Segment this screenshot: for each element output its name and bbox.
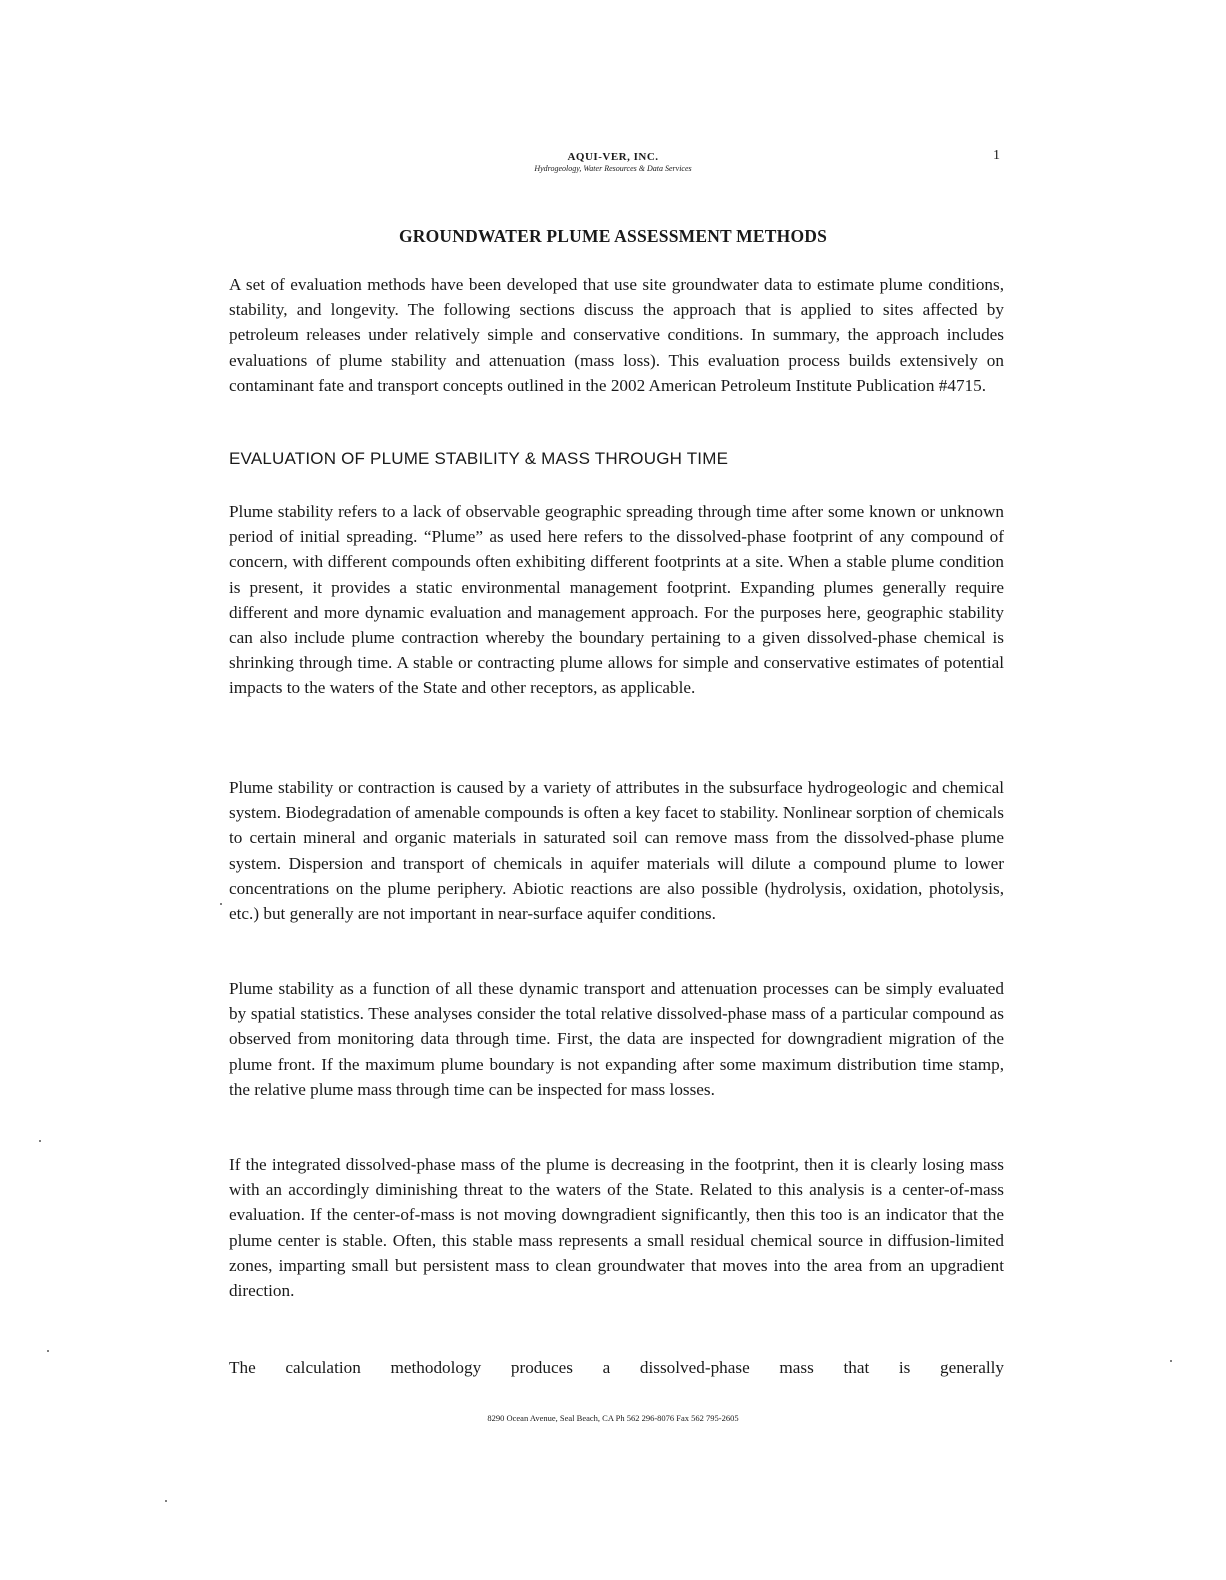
footer-address: 8290 Ocean Avenue, Seal Beach, CA Ph 562 296-8076 Fax 562 795-2605 [487,1413,739,1423]
paragraph-calculation: The calculation methodology produces a dissolved-phase mass that is generally [229,1358,1004,1377]
page-number: 1 [993,148,1000,163]
document-title: GROUNDWATER PLUME ASSESSMENT METHODS [398,226,828,246]
company-name: AQUI-VER, INC. [567,151,659,163]
paragraph-plume-stability: Plume stability refers to a lack of observable geographic spreading through time after some known or unknown period of initial spreading. “Plume” as used here refers to the dissolved-phase footprint of any compound of concern, with different compounds often exhibiting different footprints at a site. When a stable plume condition is present, it provides a static environmental management footprint. Expanding plumes generally require different and more dynamic evaluation and management approach. For the purposes here, geographic stability can also include plume contraction whereby the boundary pertaining to a given dissolved-phase chemical is shrinking through time. A stable or contracting plume allows for simple and conservative estimates of potential impacts to the waters of the State and other receptors, as applicable. [229,502,1004,698]
scan-speck [220,903,222,905]
section-heading: EVALUATION OF PLUME STABILITY & MASS THROUGH TIME [229,449,729,468]
paragraph-stability-causes: Plume stability or contraction is caused by a variety of attributes in the subsurface hydrogeologic and chemical system. Biodegradation of amenable compounds is often a key facet to stability. Nonlinear sorption of chemicals to certain mineral and organic materials in saturated soil can remove mass from the dissolved-phase plume system. Dispersion and transport of chemicals in aquifer materials will dilute a compound plume to lower concentrations on the plume periphery. Abiotic reactions are also possible (hydrolysis, oxidation, photolysis, etc.) but generally are not important in near-surface aquifer conditions. [229,778,1004,924]
scan-speck [165,1500,167,1502]
intro-paragraph: A set of evaluation methods have been developed that use site groundwater data to estimate plume conditions, stability, and longevity. The following sections discuss the approach that is applied to sites affected by petroleum releases under relatively simple and conservative conditions. In summary, the approach includes evaluations of plume stability and attenuation (mass loss). This evaluation process builds extensively on contaminant fate and transport concepts outlined in the 2002 American Petroleum Institute Publication #4715. [229,275,1004,395]
scan-speck [1170,1360,1172,1362]
scan-speck [47,1350,49,1352]
scan-speck [39,1140,41,1142]
letterhead [0,151,1226,173]
paragraph-spatial-statistics: Plume stability as a function of all these dynamic transport and attenuation processes can be simply evaluated by spatial statistics. These analyses consider the total relative dissolved-phase mass of a particular compound as observed from monitoring data through time. First, the data are inspected for downgradient migration of the plume front. If the maximum plume boundary is not expanding after some maximum distribution time stamp, the relative plume mass through time can be inspected for mass losses. [229,979,1004,1099]
company-tagline: Hydrogeology, Water Resources & Data Services [534,164,692,173]
paragraph-mass-decrease: If the integrated dissolved-phase mass of the plume is decreasing in the footprint, then it is clearly losing mass with an accordingly diminishing threat to the waters of the State. Related to this analysis is a center-of-mass evaluation. If the center-of-mass is not moving downgradient significantly, then this too is an indicator that the plume center is stable. Often, this stable mass represents a small residual chemical source in diffusion-limited zones, imparting small but persistent mass to clean groundwater that moves into the area from an upgradient direction. [229,1155,1004,1301]
